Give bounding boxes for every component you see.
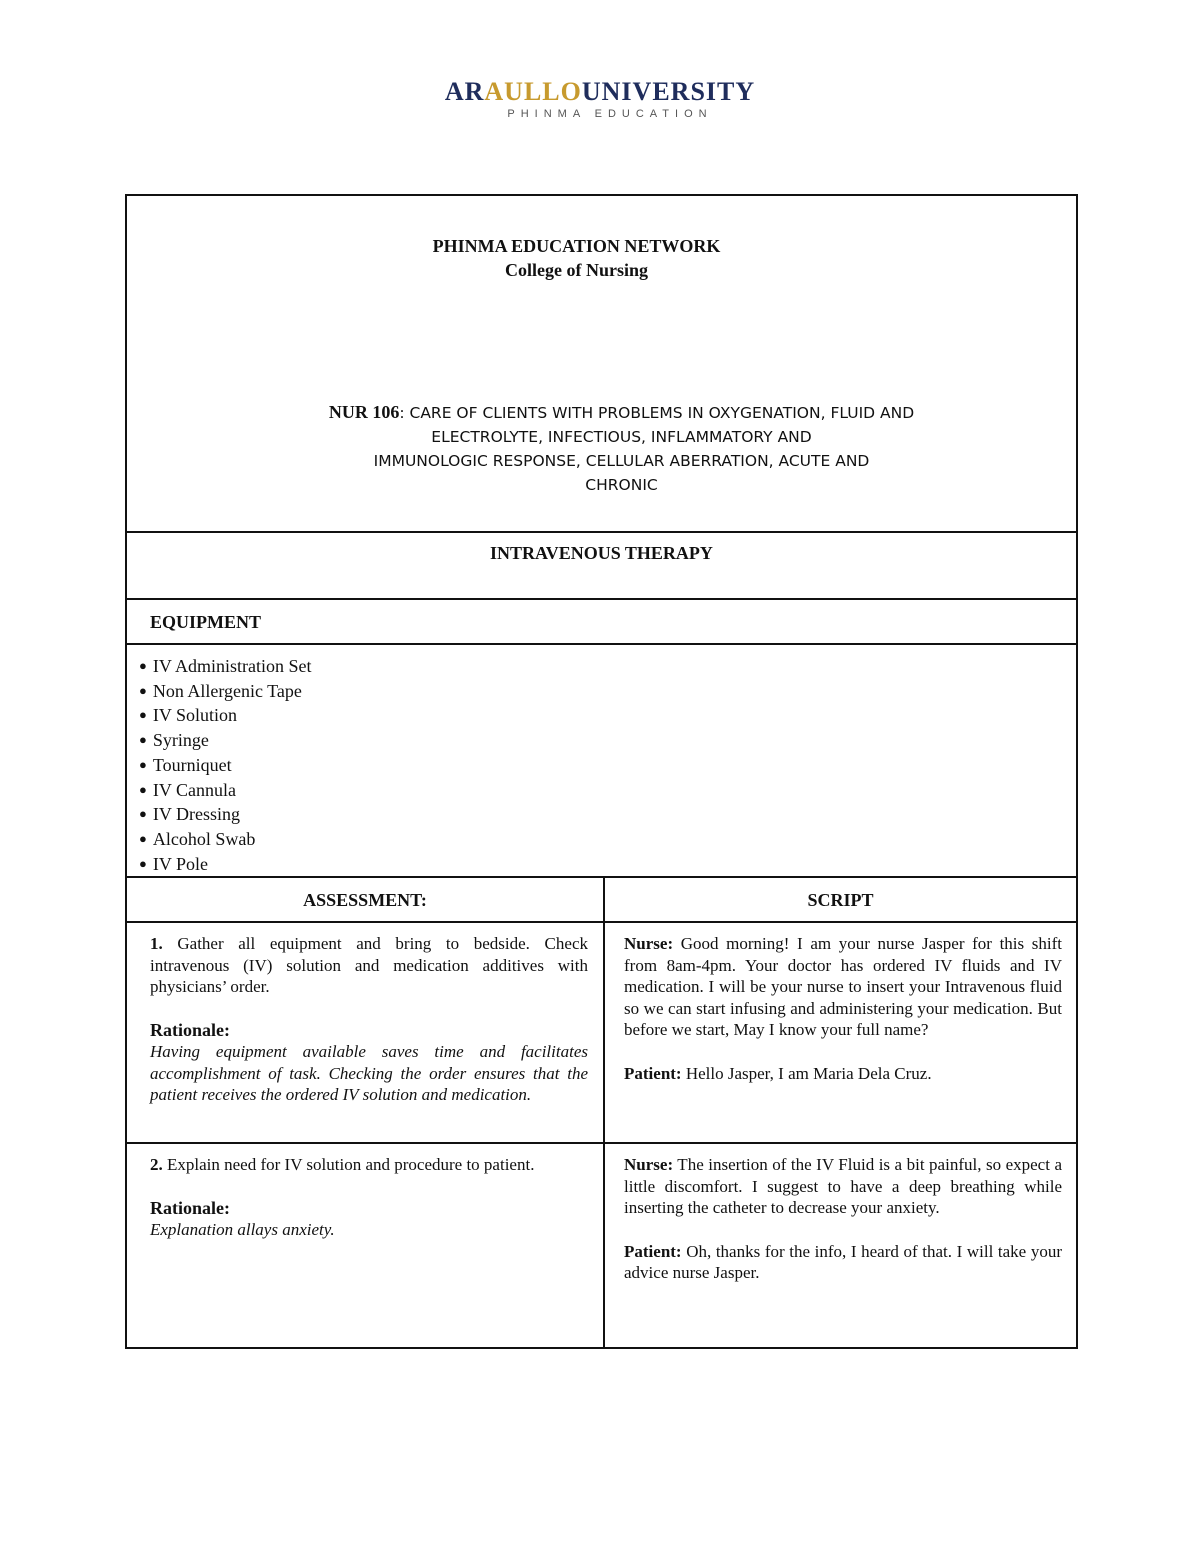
equipment-list (139, 655, 312, 877)
step-description: Gather all equipment and bring to bedside. Check intravenous (IV) solution and medication additives with physicians’ order. (150, 934, 588, 996)
college-name: College of Nursing (505, 260, 648, 280)
rationale-text: Explanation allays anxiety. (150, 1220, 335, 1239)
course-line-4: CHRONIC (585, 476, 658, 494)
step-row-1 (127, 923, 1076, 1144)
list-item: ● IV Pole (139, 853, 312, 878)
step-number: 2. (150, 1155, 163, 1174)
list-item: ● IV Dressing (139, 803, 312, 828)
rationale-label: Rationale: (150, 1197, 230, 1218)
patient-speech: Hello Jasper, I am Maria Dela Cruz. (681, 1063, 932, 1083)
logo-wordmark (0, 78, 1200, 106)
course-title-line-1: : CARE OF CLIENTS WITH PROBLEMS IN OXYGENATION, FLUID AND (399, 404, 915, 422)
procedure-table (125, 194, 1078, 1349)
nurse-speech: The insertion of the IV Fluid is a bit painful, so expect a little discomfort. I suggest to have a deep breathing while inserting the catheter to decrease your anxiety. (624, 1155, 1062, 1217)
patient-line (624, 1063, 1062, 1085)
list-item: ● IV Solution (139, 704, 312, 729)
course-line-2: ELECTROLYTE, INFECTIOUS, INFLAMMATORY AND (431, 428, 812, 446)
step-text (150, 933, 588, 998)
equipment-heading-row (127, 600, 1076, 645)
script-cell (624, 1154, 1062, 1284)
list-item: ● Syringe (139, 729, 312, 754)
assessment-cell (150, 933, 588, 1106)
course-code: NUR 106 (328, 402, 400, 422)
script-cell (624, 933, 1062, 1084)
logo-subtitle: PHINMA EDUCATION (507, 108, 713, 120)
rationale-label: Rationale: (150, 1019, 230, 1040)
course-line-1 (267, 400, 976, 425)
column-header-row (127, 878, 1076, 923)
assessment-cell (150, 1154, 588, 1241)
column-divider (603, 878, 605, 1347)
university-logo (0, 78, 1200, 120)
nurse-label: Nurse: (624, 934, 674, 953)
course-line-3: IMMUNOLOGIC RESPONSE, CELLULAR ABERRATION, ACUTE AND (373, 452, 870, 470)
list-item: ● Alcohol Swab (139, 828, 312, 853)
rationale-text: Having equipment available saves time and facilitates accomplishment of task. Checking the order ensures that the patient receives the ordered IV solution and medication. (150, 1042, 588, 1104)
logo-text-ar: AR (444, 77, 485, 106)
org-block (127, 234, 1076, 282)
list-item: ● IV Administration Set (139, 655, 312, 680)
nurse-label: Nurse: (624, 1155, 674, 1174)
logo-text-aullo: AULLO (484, 77, 582, 106)
logo-text-university: UNIVERSITY (581, 77, 756, 106)
step-text (150, 1154, 588, 1176)
header-section (127, 196, 1076, 533)
course-title (267, 400, 976, 497)
equipment-heading: EQUIPMENT (150, 612, 262, 632)
nurse-speech: Good morning! I am your nurse Jasper for this shift from 8am-4pm. Your doctor has ordered IV fluids and IV medication. I will be your nurse to insert your Intravenous fluid so we can start infusing and administering your medication. But before we start, May I know your full name? (624, 934, 1062, 1039)
list-item: ● Non Allergenic Tape (139, 680, 312, 705)
step-row-2 (127, 1144, 1076, 1347)
list-item: ● IV Cannula (139, 779, 312, 804)
patient-speech: Oh, thanks for the info, I heard of that. I will take your advice nurse Jasper. (624, 1241, 1062, 1282)
script-column-header: SCRIPT (807, 890, 874, 910)
equipment-list-row (127, 645, 1076, 878)
assessment-column-header: ASSESSMENT: (303, 890, 427, 910)
topic-row (127, 533, 1076, 600)
topic-title: INTRAVENOUS THERAPY (490, 543, 713, 563)
list-item: ● Tourniquet (139, 754, 312, 779)
nurse-line (624, 933, 1062, 1041)
step-description: Explain need for IV solution and procedure to patient. (162, 1155, 535, 1174)
org-name: PHINMA EDUCATION NETWORK (432, 236, 721, 256)
patient-line (624, 1241, 1062, 1284)
patient-label: Patient: (624, 1241, 682, 1261)
nurse-line (624, 1154, 1062, 1219)
patient-label: Patient: (624, 1063, 682, 1083)
step-number: 1. (150, 934, 163, 953)
